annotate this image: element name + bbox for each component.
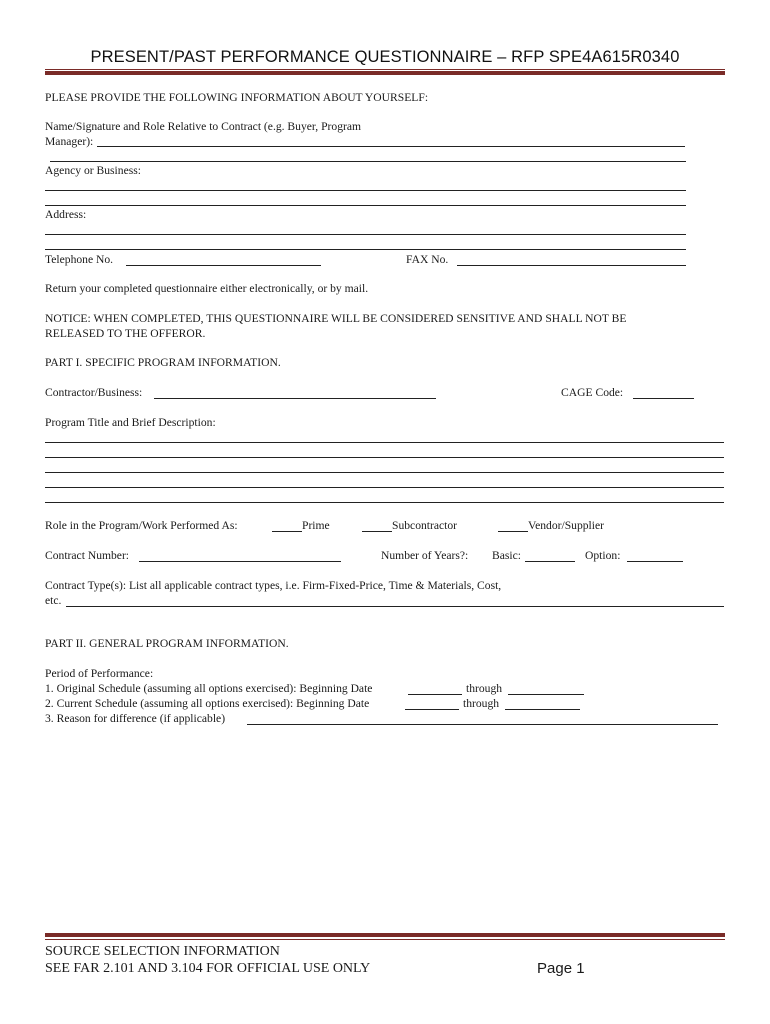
- agency-label: Agency or Business:: [45, 164, 141, 177]
- program-description-line5[interactable]: [45, 502, 724, 503]
- current-end-date-field[interactable]: [505, 709, 580, 710]
- header-rule-thick: [45, 71, 725, 75]
- contract-type-field[interactable]: [66, 606, 724, 607]
- name-label-line1: Name/Signature and Role Relative to Contract (e.g. Buyer, Program: [45, 120, 362, 133]
- program-title-label: Program Title and Brief Description:: [45, 416, 216, 429]
- contractor-field[interactable]: [154, 398, 436, 399]
- reason-difference-label: 3. Reason for difference (if applicable): [45, 712, 226, 725]
- contract-type-line2: etc.: [45, 594, 62, 607]
- program-description-line3[interactable]: [45, 472, 724, 473]
- cage-code-field[interactable]: [633, 398, 694, 399]
- contract-type-line1: Contract Type(s): List all applicable contract types, i.e. Firm-Fixed-Price, Time & Materials, Cost,: [45, 579, 502, 592]
- part1-heading: PART I. SPECIFIC PROGRAM INFORMATION.: [45, 356, 281, 369]
- address-field[interactable]: [45, 234, 686, 235]
- current-schedule-label: 2. Current Schedule (assuming all options exercised): Beginning Date: [45, 697, 370, 710]
- original-through-label: through: [466, 682, 503, 695]
- basic-label: Basic:: [492, 549, 521, 562]
- program-description-line2[interactable]: [45, 457, 724, 458]
- telephone-field[interactable]: [126, 265, 321, 266]
- fax-label: FAX No.: [406, 253, 449, 266]
- program-description-line4[interactable]: [45, 487, 724, 488]
- return-instructions: Return your completed questionnaire either electronically, or by mail.: [45, 282, 369, 295]
- role-label: Role in the Program/Work Performed As:: [45, 519, 238, 532]
- footer-rule-thin: [45, 939, 725, 940]
- footer-far-notice: SEE FAR 2.101 AND 3.104 FOR OFFICIAL USE ONLY: [45, 961, 371, 976]
- role-vendor-checkbox[interactable]: [498, 531, 528, 532]
- address-label: Address:: [45, 208, 87, 221]
- part2-heading: PART II. GENERAL PROGRAM INFORMATION.: [45, 637, 289, 650]
- basic-years-field[interactable]: [525, 561, 575, 562]
- contractor-label: Contractor/Business:: [45, 386, 143, 399]
- name-field[interactable]: [97, 146, 685, 147]
- footer-rule-thick: [45, 933, 725, 937]
- address-field-line2[interactable]: [45, 249, 686, 250]
- current-begin-date-field[interactable]: [405, 709, 459, 710]
- name-label-line2: Manager):: [45, 135, 94, 148]
- program-description-line1[interactable]: [45, 442, 724, 443]
- original-begin-date-field[interactable]: [408, 694, 462, 695]
- telephone-label: Telephone No.: [45, 253, 114, 266]
- notice-line1: NOTICE: WHEN COMPLETED, THIS QUESTIONNAIRE WILL BE CONSIDERED SENSITIVE AND SHALL NOT BE: [45, 312, 627, 325]
- page-title: PRESENT/PAST PERFORMANCE QUESTIONNAIRE – RFP SPE4A615R0340: [90, 48, 680, 66]
- agency-field-line2[interactable]: [45, 205, 686, 206]
- reason-difference-field[interactable]: [247, 724, 718, 725]
- fax-field[interactable]: [457, 265, 686, 266]
- period-label: Period of Performance:: [45, 667, 154, 680]
- option-years-field[interactable]: [627, 561, 683, 562]
- page-number: Page 1: [537, 960, 585, 977]
- notice-line2: RELEASED TO THE OFFEROR.: [45, 327, 206, 340]
- current-through-label: through: [463, 697, 500, 710]
- footer-source-selection: SOURCE SELECTION INFORMATION: [45, 944, 280, 959]
- original-end-date-field[interactable]: [508, 694, 584, 695]
- name-field-line2[interactable]: [50, 161, 686, 162]
- header-rule-thin: [45, 69, 725, 70]
- cage-code-label: CAGE Code:: [561, 386, 624, 399]
- years-label: Number of Years?:: [381, 549, 469, 562]
- original-schedule-label: 1. Original Schedule (assuming all options exercised): Beginning Date: [45, 682, 373, 695]
- option-label: Option:: [585, 549, 621, 562]
- role-vendor-label: Vendor/Supplier: [528, 519, 604, 532]
- role-subcontractor-checkbox[interactable]: [362, 531, 392, 532]
- agency-field[interactable]: [45, 190, 686, 191]
- contract-number-label: Contract Number:: [45, 549, 130, 562]
- role-subcontractor-label: Subcontractor: [392, 519, 458, 532]
- role-prime-checkbox[interactable]: [272, 531, 302, 532]
- role-prime-label: Prime: [302, 519, 330, 532]
- intro-heading: PLEASE PROVIDE THE FOLLOWING INFORMATION ABOUT YOURSELF:: [45, 91, 429, 104]
- contract-number-field[interactable]: [139, 561, 341, 562]
